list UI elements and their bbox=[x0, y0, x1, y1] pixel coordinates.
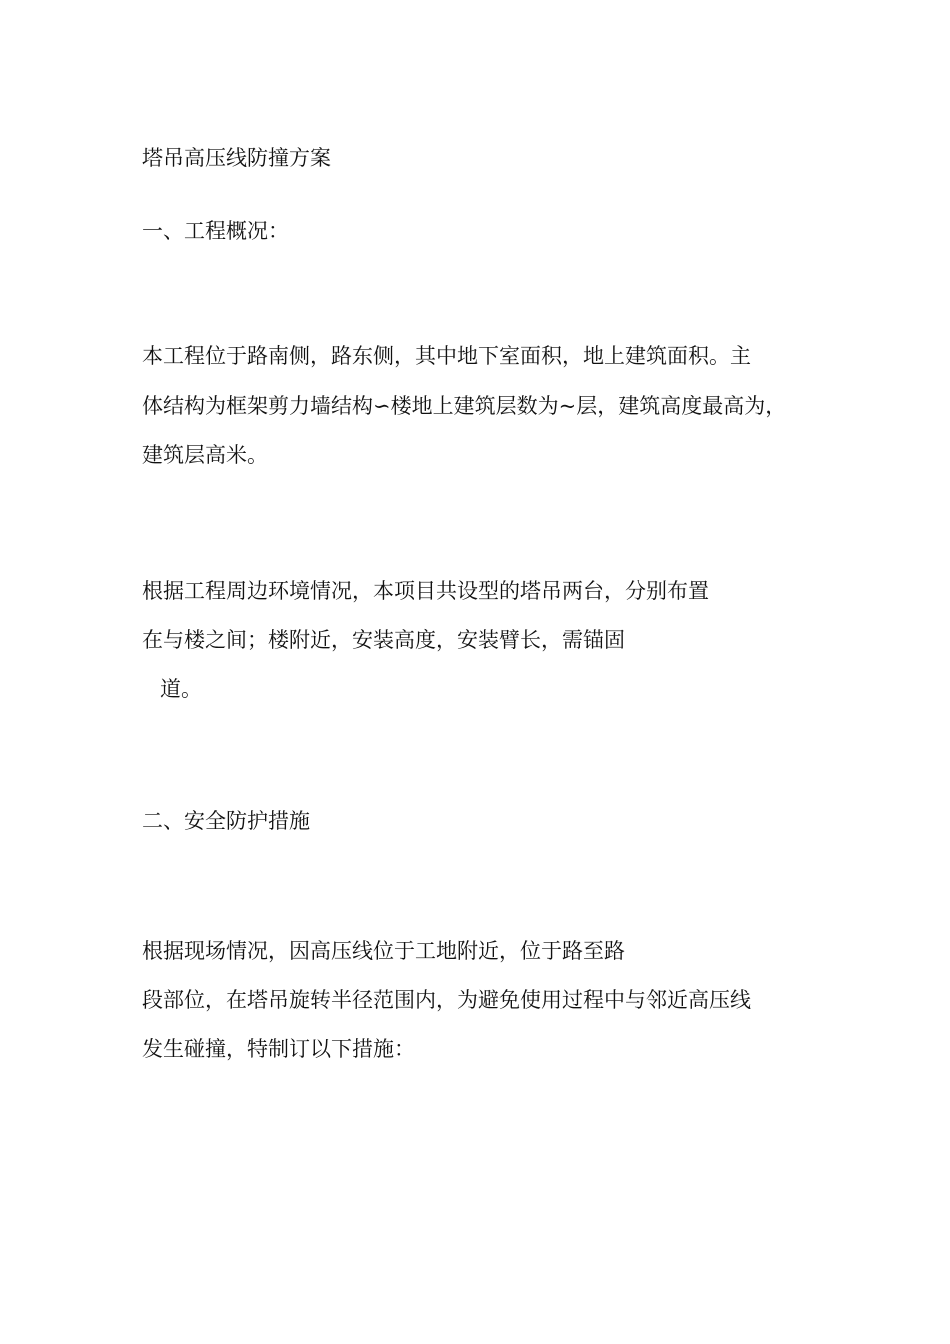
paragraph-line: 在与楼之间；楼附近，安装高度，安装臂长，需锚固 bbox=[142, 628, 625, 652]
section-heading-overview: 一、工程概况： bbox=[142, 219, 289, 243]
paragraph-line: 根据工程周边环境情况，本项目共设型的塔吊两台，分别布置 bbox=[142, 579, 709, 603]
document-title: 塔吊高压线防撞方案 bbox=[142, 146, 331, 170]
paragraph-line: 段部位，在塔吊旋转半径范围内，为避免使用过程中与邻近高压线 bbox=[142, 988, 751, 1012]
paragraph-line: 体结构为框架剪力墙结构∽楼地上建筑层数为~层，建筑高度最高为， bbox=[142, 394, 787, 418]
section-heading-safety-measures: 二、安全防护措施 bbox=[142, 809, 310, 833]
paragraph-line: 建筑层高米。 bbox=[142, 443, 268, 467]
paragraph-line: 本工程位于路南侧，路东侧，其中地下室面积，地上建筑面积。主 bbox=[142, 344, 751, 368]
paragraph-line: 根据现场情况，因高压线位于工地附近，位于路至路 bbox=[142, 939, 625, 963]
paragraph-line: 道。 bbox=[160, 677, 202, 701]
paragraph-line: 发生碰撞，特制订以下措施： bbox=[142, 1037, 415, 1061]
